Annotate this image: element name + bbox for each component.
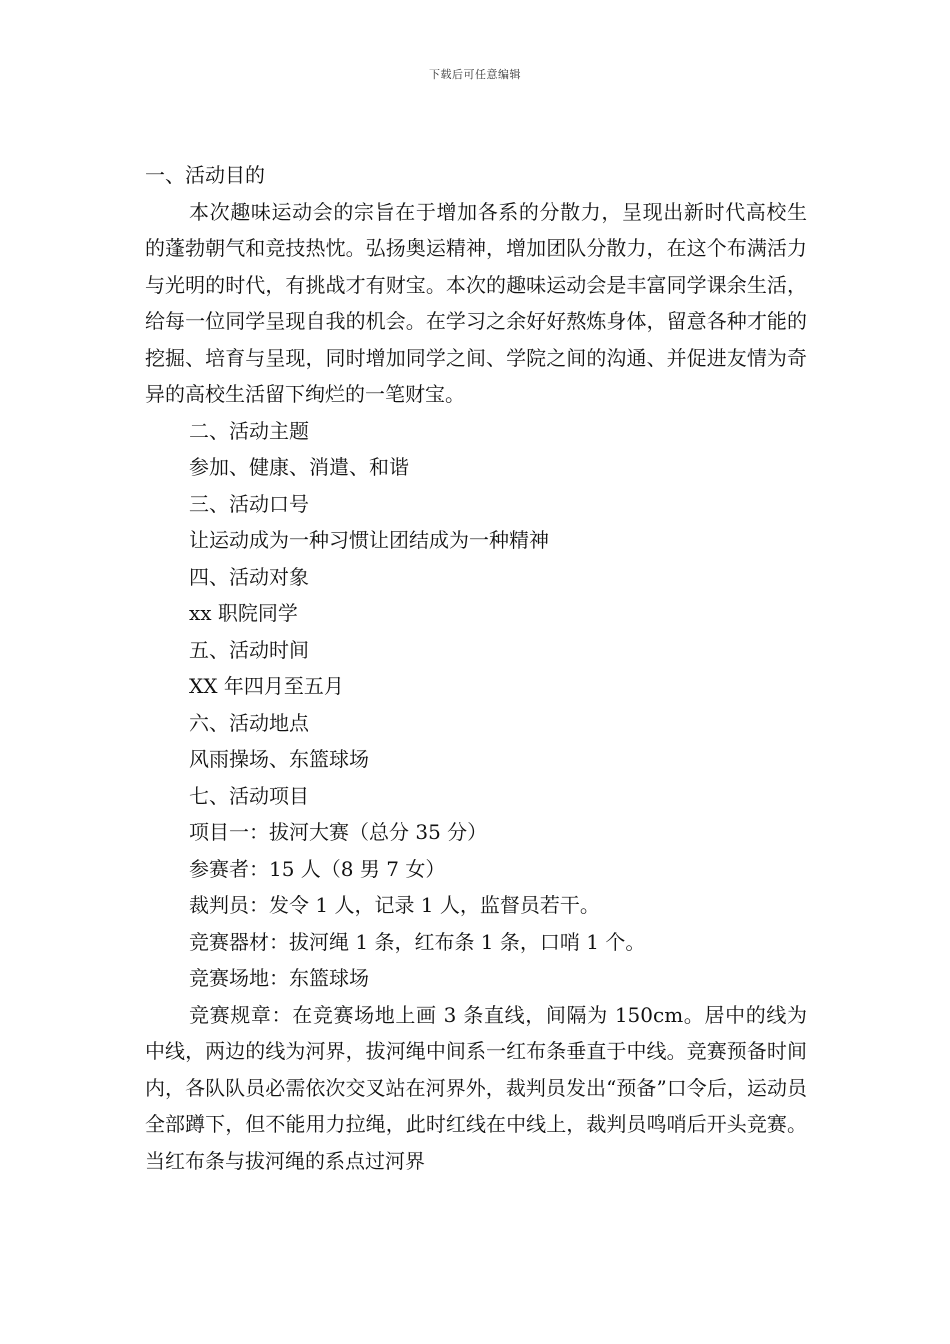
header-note: 下载后可任意编辑 [429, 68, 521, 81]
paragraph: 竞赛场地：东篮球场 [189, 966, 369, 990]
paragraph: 六、活动地点 [189, 710, 309, 735]
paragraph: 参加、健康、消遣、和谐 [189, 455, 409, 479]
paragraph: 二、活动主题 [189, 418, 309, 443]
paragraph: xx 职院同学 [189, 601, 298, 625]
paragraph: 项目一：拔河大赛（总分 35 分） [189, 820, 488, 844]
document-body [145, 157, 807, 1179]
paragraph: 本次趣味运动会的宗旨在于增加各系的分散力，呈现出新时代高校生的蓬勃朝气和竞技热忱。弘扬奥运精神，增加团队分散力，在这个布满活力与光明的时代，有挑战才有财宝。本次的趣味运动会是丰富同学课余生活，给每一位同学呈现自我的机会。在学习之余好好熬炼身体，留意各种才能的挖掘、培育与呈现，同时增加同学之间、学院之间的沟通、并促进友情为奇异的高校生活留下绚烂的一笔财宝。 [145, 199, 807, 406]
paragraph: 裁判员：发令 1 人，记录 1 人，监督员若干。 [189, 893, 600, 917]
paragraph: 五、活动时间 [189, 637, 309, 662]
paragraph: 让运动成为一种习惯让团结成为一种精神 [189, 528, 549, 552]
paragraph: 一、活动目的 [145, 163, 265, 187]
paragraph: 竞赛规章：在竞赛场地上画 3 条直线，间隔为 150cm。居中的线为中线，两边的线为河界，拔河绳中间系一红布条垂直于中线。竞赛预备时间内，各队队员必需依次交叉站在河界外，裁判员发出“预备”口令后，运动员全部蹲下，但不能用力拉绳，此时红线在中线上，裁判员鸣哨后开头竞赛。当红布条与拔河绳的系点过河界 [145, 1002, 807, 1173]
paragraph: 七、活动项目 [189, 783, 309, 808]
paragraph: 三、活动口号 [189, 491, 309, 516]
paragraph: 风雨操场、东篮球场 [189, 747, 369, 771]
paragraph: 竞赛器材：拔河绳 1 条，红布条 1 条，口哨 1 个。 [189, 929, 646, 954]
paragraph: XX 年四月至五月 [189, 674, 344, 698]
paragraph: 参赛者：15 人（8 男 7 女） [189, 856, 446, 881]
paragraph: 四、活动对象 [189, 564, 309, 589]
